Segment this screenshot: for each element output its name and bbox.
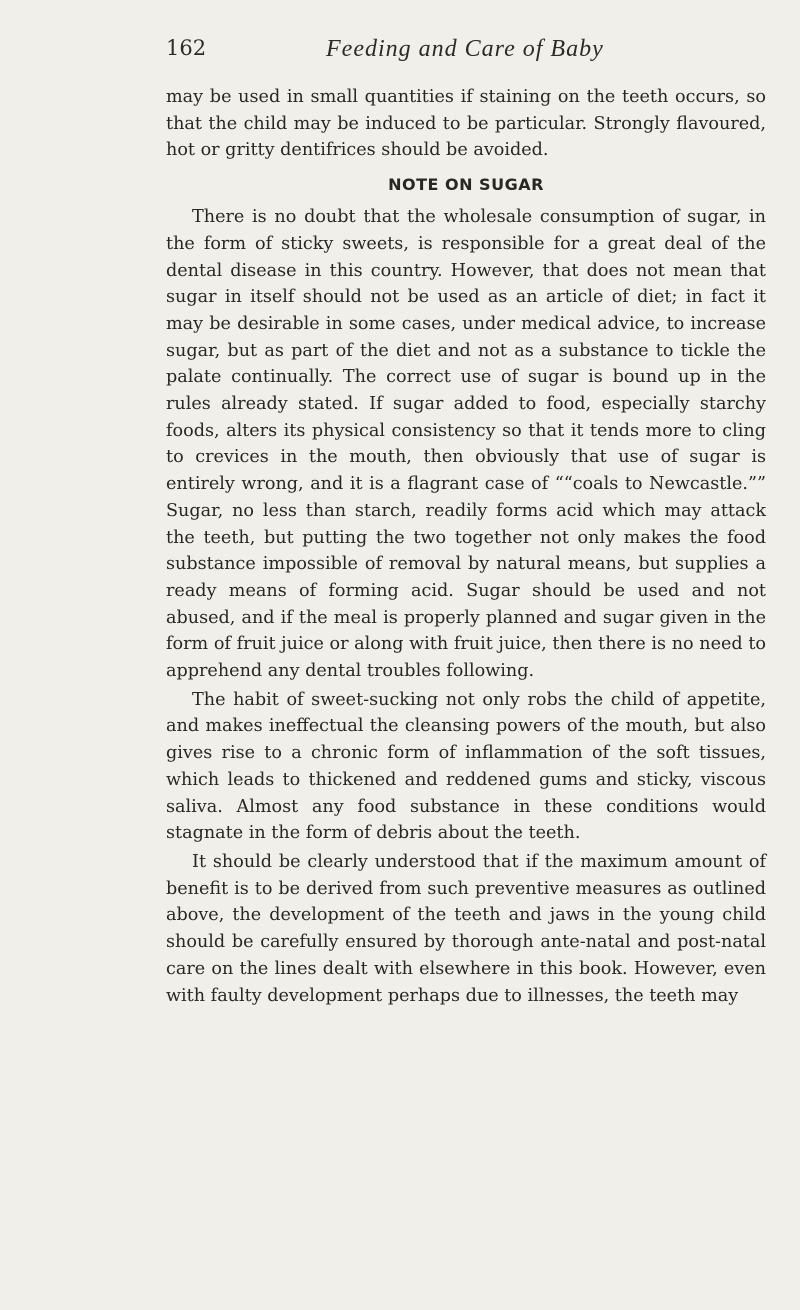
paragraph-continued: may be used in small quantities if staining on the teeth occurs, so that the child may be induced to be particular. Strongly flavoured, hot or gritty dentifrices should be avoided. (166, 87, 766, 161)
section-heading: NOTE ON SUGAR (388, 175, 544, 195)
body-text (166, 84, 766, 1009)
paragraph-sugar-1: There is no doubt that the wholesale consumption of sugar, in the form of sticky sweets, is responsible for a great deal of the dental disease in this country. However, that does not mean that sugar in itself should not be used as an article of diet; in fact it may be desirable in some cases, under medical advice, to increase sugar, but as part of the diet and not as a substance to tickle the palate continually. The correct use of sugar is bound up in the rules already stated. If sugar added to food, especially starchy foods, alters its physical consistency so that it tends more to cling to crevices in the mouth, then obviously that use of sugar is entirely wrong, and it is a flagrant case of ““coals to Newcastle.”” Sugar, no less than starch, readily forms acid which may attack the teeth, but putting the two together not only makes the food substance impossible of removal by natural means, but supplies a ready means of forming acid. Sugar should be used and not abused, and if the meal is properly planned and sugar given in the form of fruit juice or along with fruit juice, then there is no need to apprehend any dental troubles following. (166, 207, 766, 682)
page-header (166, 36, 636, 68)
paragraph-sugar-2: The habit of sweet-sucking not only robs the child of appetite, and makes ineffectual the cleansing powers of the mouth, but also gives rise to a chronic form of inflammation of the soft tissues, which leads to thickened and reddened gums and sticky, viscous saliva. Almost any food substance in these conditions would stagnate in the form of debris about the teeth. (166, 689, 766, 844)
running-title: Feeding and Care of Baby (326, 36, 604, 62)
page-number: 162 (166, 36, 207, 60)
paragraph-sugar-3: It should be clearly understood that if the maximum amount of benefit is to be derived from such preventive measures as outlined above, the development of the teeth and jaws in the young child should be carefully ensured by thorough ante-natal and post-natal care on the lines dealt with elsewhere in this book. However, even with faulty development perhaps due to illnesses, the teeth may (166, 851, 766, 1006)
